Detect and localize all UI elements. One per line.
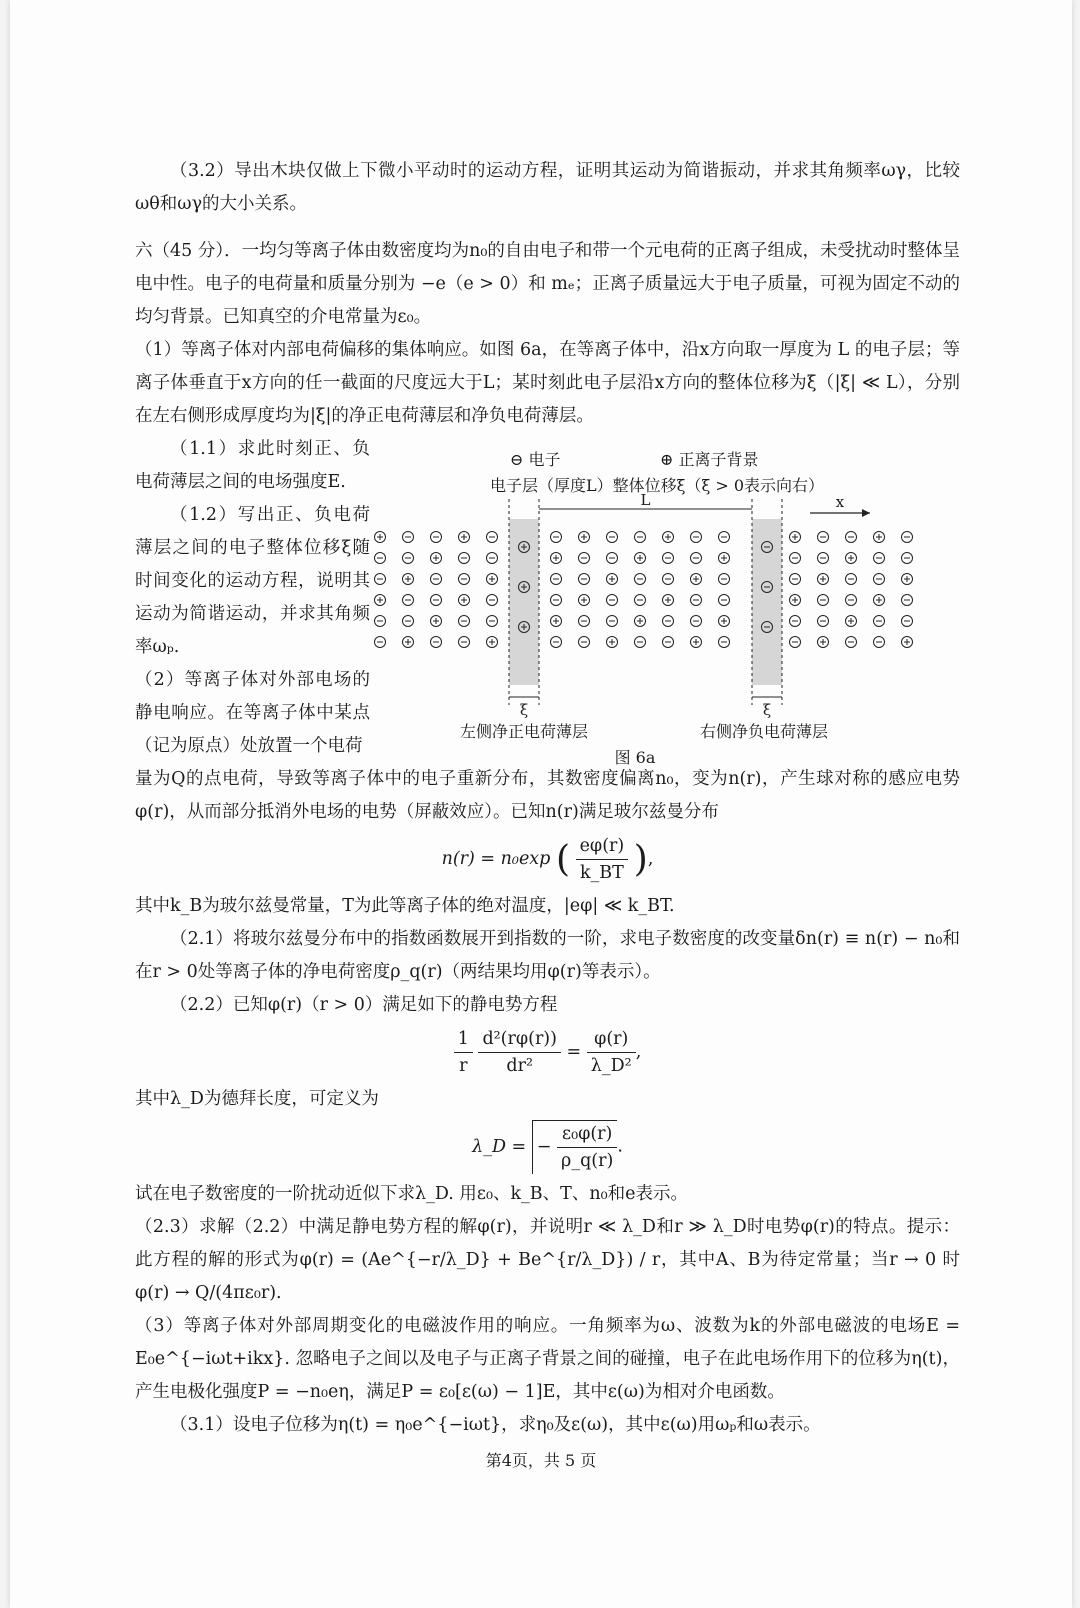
question-6-2-cont: 量为Q的点电荷，导致等离子体中的电子重新分布，其数密度偏离n₀，变为n(r)，产生球对称的感应电势φ(r)，从而部分抵消外电场的电势（屏蔽效应）。已知n(r)满足玻尔兹曼分布	[135, 769, 960, 822]
question-6-2-2-task: 试在电子数密度的一阶扰动近似下求λ_D. 用ε₀、k_B、T、n₀和e表示。	[135, 1184, 688, 1204]
legend-ion: ⊕ 正离子背景	[660, 450, 759, 469]
label-right-layer: 右侧净负电荷薄层	[700, 722, 829, 741]
figure-row	[135, 433, 960, 767]
poisson-3-num: φ(r)	[587, 1026, 636, 1053]
layer-caption: 电子层（厚度L）整体位移ξ（ξ > 0表示向右）	[490, 476, 825, 495]
poisson-3-den: λ_D²	[590, 1056, 632, 1076]
poisson-2-num: d²(rφ(r))	[478, 1026, 561, 1053]
figure-title: 图 6a	[614, 748, 656, 767]
label-x: x	[835, 493, 845, 511]
figure-side-text	[135, 433, 370, 763]
question-6-2-3: （2.3）求解（2.2）中满足静电势方程的解φ(r)，并说明r ≪ λ_D和r ≫ λ_D时电势φ(r)的特点。提示：此方程的解的形式为φ(r) = (Ae^{−r/λ_D} + Be^{r/λ_D}) / r，其中A、B为待定常量；当r → 0 时φ(r) → Q/(4πε₀r).	[135, 1217, 960, 1303]
question-6-1-2: （1.2）写出正、负电荷薄层之间的电子整体位移ξ随时间变化的运动方程，说明其运动为简谐运动，并求其角频率ωₚ.	[135, 505, 370, 657]
question-6-3: （3）等离子体对外部周期变化的电磁波作用的响应。一角频率为ω、波数为k的外部电磁波的电场E = E₀e^{−iωt+ikx}. 忽略电子之间以及电子与正离子背景之间的碰撞，电子在此电场作用下的位移为η(t)，产生电极化强度P = −n₀eη，满足P = ε₀[ε(ω) − 1]E，其中ε(ω)为相对介电函数。	[135, 1316, 960, 1402]
question-6-2-start: （2）等离子体对外部电场的静电响应。在等离子体中某点（记为原点）处放置一个电荷	[135, 670, 370, 756]
page-content	[135, 155, 960, 1442]
question-6-2-note: 其中k_B为玻尔兹曼常量，T为此等离子体的绝对温度，|eφ| ≪ k_BT.	[135, 896, 675, 916]
question-6-1: （1）等离子体对内部电荷偏移的集体响应。如图 6a，在等离子体中，沿x方向取一厚度为 L 的电子层；等离子体垂直于x方向的任一截面的尺度远大于L；某时刻此电子层沿x方向的整体位移为ξ（|ξ| ≪ L），分别在左右侧形成厚度均为|ξ|的净正电荷薄层和净负电荷薄层。	[135, 340, 960, 426]
label-xi-left: ξ	[519, 701, 529, 719]
debye-lhs: λ_D =	[472, 1136, 527, 1157]
boltzmann-equation: n(r) = n₀exp ( $\frac{e\varphi(r)}{k\_BT}$ ),	[135, 833, 960, 886]
question-6-intro: 六（45 分）．一均匀等离子体由数密度均为n₀的自由电子和带一个元电荷的正离子组成，未受扰动时整体呈电中性。电子的电荷量和质量分别为 −e（e > 0）和 mₑ；正离子质量远大于电子质量，可视为固定不动的均匀背景。已知真空的介电常量为ε₀。	[135, 241, 960, 327]
boltzmann-lhs: n(r) = n₀exp	[441, 849, 551, 869]
boltzmann-num: eφ(r)	[576, 833, 629, 860]
poisson-2-den: dr²	[506, 1056, 533, 1076]
poisson-1-den: r	[459, 1056, 468, 1076]
poisson-1-num: 1	[454, 1026, 473, 1053]
right-negative-layer	[752, 519, 782, 685]
figure-6a	[370, 433, 960, 767]
label-left-layer: 左侧净正电荷薄层	[460, 722, 589, 741]
debye-equation: λ_D = − $\frac{\text{ε₀φ(r)}}{\rho\_q(r)}$ .	[135, 1120, 960, 1174]
exam-page	[10, 0, 1072, 1608]
debye-intro: 其中λ_D为德拜长度，可定义为	[135, 1089, 379, 1109]
debye-num: ε₀φ(r)	[557, 1121, 617, 1148]
debye-frac	[557, 1121, 617, 1174]
poisson-frac-2	[478, 1026, 561, 1079]
question-6-2-1: （2.1）将玻尔兹曼分布中的指数函数展开到指数的一阶，求电子数密度的改变量δn(r) ≡ n(r) − n₀和在r > 0处等离子体的净电荷密度ρ_q(r)（两结果均用φ(r)等表示）。	[135, 929, 960, 982]
plasma-diagram	[370, 437, 950, 767]
label-L: L	[640, 491, 651, 509]
poisson-frac-1	[454, 1026, 473, 1079]
boltzmann-den: k_BT	[579, 863, 624, 883]
x-axis-arrowhead	[862, 509, 870, 517]
question-6-2-2: （2.2）已知φ(r)（r > 0）满足如下的静电势方程	[170, 995, 558, 1015]
debye-den: ρ_q(r)	[561, 1151, 614, 1171]
boltzmann-fraction	[576, 833, 629, 886]
debye-sqrt: − $\frac{\text{ε₀φ(r)}}{\rho\_q(r)}$	[532, 1120, 618, 1174]
legend-electron: ⊖ 电子	[510, 450, 561, 469]
label-xi-right: ξ	[762, 701, 772, 719]
left-positive-layer	[509, 519, 539, 685]
question-6-1-1: （1.1）求此时刻正、负电荷薄层之间的电场强度E.	[135, 439, 370, 492]
question-6-3-1: （3.1）设电子位移为η(t) = η₀e^{−iωt}，求η₀及ε(ω)，其中ε(ω)用ωₚ和ω表示。	[170, 1415, 821, 1435]
page-footer: 第4页，共 5 页	[485, 1451, 597, 1470]
poisson-equation: $\frac{1}{r}$ $\frac{\text{d²(rφ(r))}}{\text{dr²}}$ = $\frac{\varphi(r)}{\text{λ\_D²}}$ ,	[135, 1026, 960, 1079]
poisson-frac-3	[587, 1026, 636, 1079]
question-3-2: （3.2）导出木块仅做上下微小平动时的运动方程，证明其运动为简谐振动，并求其角频率ωγ，比较ωθ和ωγ的大小关系。	[135, 161, 960, 214]
